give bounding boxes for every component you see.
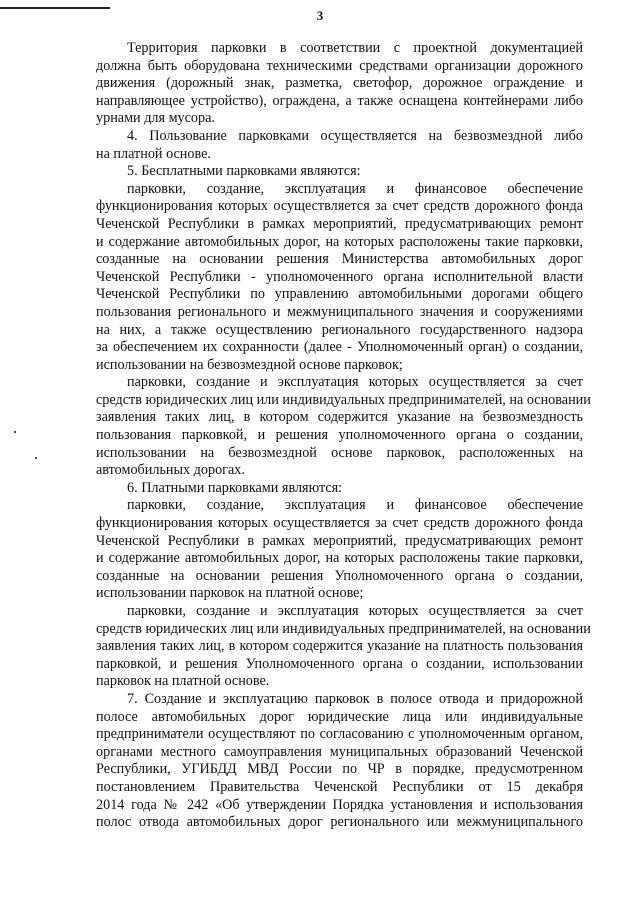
text-line: средств юридических лиц или индивидуальных предпринимателей, на основании (96, 391, 591, 408)
text-line: парковки, создание и эксплуатация которых осуществляется за счет (127, 374, 583, 391)
scan-speck (14, 431, 16, 433)
text-line: полос отвода автомобильных дорог регионального или межмуниципального (96, 814, 583, 831)
paragraph (96, 603, 591, 691)
text-line: автомобильных дорогах. (96, 462, 245, 479)
text-line: и содержание автомобильных дорог, на которых расположены такие парковки, (96, 233, 583, 250)
text-line: Республики, УГИБДД МВД России по ЧР в порядке, предусмотренном (96, 761, 583, 778)
text-line: заявления таких лиц, в котором содержится указание на безвозмездность (96, 409, 583, 426)
scan-speck (35, 457, 37, 459)
text-line: на них, а также осуществлению регионального государственного надзора (96, 321, 583, 338)
paragraph (96, 40, 583, 128)
text-line: 4. Пользование парковками осуществляется на безвозмездной либо (127, 127, 583, 144)
document-body (96, 40, 591, 832)
text-line: созданные на основании решения Уполномоченного органа о создании, (96, 567, 583, 584)
paragraph (96, 181, 583, 375)
text-line: постановлением Правительства Чеченской Республики от 15 декабря (96, 778, 583, 795)
text-line: парковки, создание, эксплуатация и финансовое обеспечение (127, 180, 583, 197)
text-line: движения (дорожный знак, разметка, светофор, дорожное ограждение и (96, 75, 583, 92)
text-line: Чеченской Республики - уполномоченного органа исполнительной власти (96, 268, 583, 285)
paragraph (96, 374, 591, 480)
text-line: использовании на безвозмездной основе парковок; (96, 356, 403, 373)
text-line: и содержание автомобильных дорог, на которых расположены такие парковки, (96, 550, 583, 567)
text-line: парковки, создание и эксплуатация которых осуществляется за счет (127, 603, 583, 619)
text-line: полосе автомобильных дорог юридические лица или индивидуальные (96, 708, 583, 725)
text-line: парковки, создание, эксплуатация и финансовое обеспечение (127, 497, 583, 514)
paragraph (96, 480, 583, 498)
text-line: заявления таких лиц, в котором содержится указание на платность пользования (96, 638, 583, 655)
text-line: предприниматели осуществляют по согласованию с уполномоченным органом, (96, 726, 583, 743)
text-line: функционирования которых осуществляется за счет средств дорожного фонда (96, 198, 583, 215)
text-line: 7. Создание и эксплуатацию парковок в полосе отвода и придорожной (127, 690, 583, 707)
text-line: использовании парковок на платной основе; (96, 585, 364, 602)
text-line: пользования парковкой, и решения уполномоченного органа о создании, (96, 427, 583, 444)
text-line: на платной основе. (96, 145, 211, 162)
text-line: урнами для мусора. (96, 110, 215, 127)
text-line: Территория парковки в соответствии с проектной документацией (127, 40, 583, 56)
text-line: парковкой, и решения Уполномоченного органа о создании, использовании (96, 655, 583, 672)
page-number: 3 (316, 8, 324, 23)
text-line: за обеспечением их сохранности (далее - Уполномоченный орган) о создании, (96, 339, 583, 356)
text-line: средств юридических лиц или индивидуальных предпринимателей, на основании (96, 620, 591, 637)
paragraph (96, 691, 583, 832)
text-line: Чеченской Республики в рамках мероприятий, предусматривающих ремонт (96, 532, 583, 549)
text-line: 5. Бесплатными парковками являются: (127, 163, 361, 180)
text-line: 6. Платными парковками являются: (127, 479, 343, 496)
text-line: функционирования которых осуществляется за счет средств дорожного фонда (96, 515, 583, 532)
text-line: должна быть оборудована техническими средствами организации дорожного (96, 57, 583, 74)
paragraph (96, 497, 583, 603)
text-line: направляющее устройство), ограждена, а также оснащена контейнерами либо (96, 92, 583, 109)
text-line: органами местного самоуправления муниципальных образований Чеченской (96, 743, 583, 760)
paragraph (96, 163, 583, 181)
text-line: парковок на платной основе. (96, 673, 270, 690)
text-line: использовании на безвозмездной основе парковок, расположенных на (96, 444, 583, 461)
text-line: Чеченской Республики по управлению автомобильными дорогами общего (96, 286, 583, 303)
text-line: созданные на основании решения Министерства автомобильных дорог (96, 251, 583, 268)
text-line: 2014 года № 242 «Об утверждении Порядка установления и использования (96, 796, 583, 813)
paragraph (96, 128, 583, 163)
text-line: Чеченской Республики в рамках мероприятий, предусматривающих ремонт (96, 215, 583, 232)
text-line: пользования регионального и межмуниципального значения и сооружениями (96, 303, 583, 320)
